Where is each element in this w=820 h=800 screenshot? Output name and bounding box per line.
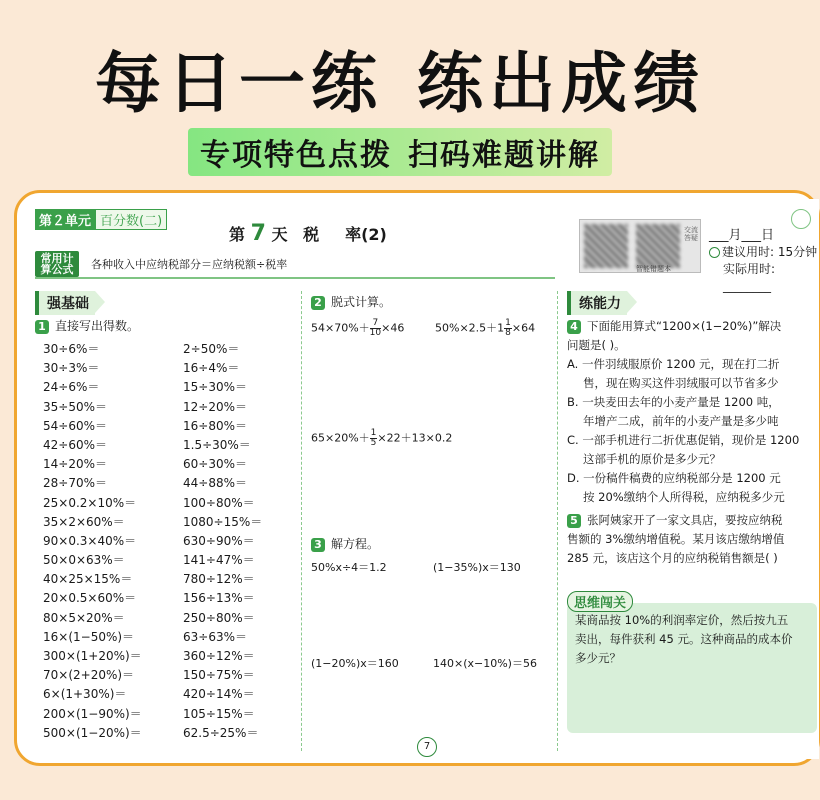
unit-topic: 百分数(二): [95, 209, 167, 230]
workbook-spread: [14, 190, 820, 766]
calc-item: 70×(2+20%)＝: [43, 668, 135, 683]
fraction: [504, 319, 512, 338]
q5-line: 285 元，该店这个月的应纳税销售额是( ): [567, 551, 778, 565]
q2-expr-2: [435, 319, 535, 338]
calc-item: 44÷88%＝: [183, 476, 247, 491]
q1-number: 1: [35, 320, 49, 334]
calc-item: 90×0.3×40%＝: [43, 533, 137, 548]
calc-item: 24÷6%＝: [43, 380, 100, 395]
calc-item: 630÷90%＝: [183, 533, 255, 548]
day-number: 7: [250, 221, 266, 246]
q2-heading: [311, 293, 391, 310]
q3-title: 解方程。: [331, 537, 380, 551]
section-think: 思维闯关: [567, 591, 633, 612]
calc-item: 15÷30%＝: [183, 380, 247, 395]
calc-item: 300×(1+20%)＝: [43, 649, 142, 663]
calc-item: 141÷47%＝: [183, 553, 255, 568]
qr-code-icon[interactable]: [636, 224, 680, 268]
q3-number: 3: [311, 538, 325, 552]
day-suffix: 天: [271, 225, 288, 244]
calc-item: 35×2×60%＝: [43, 514, 125, 529]
calc-item: 100÷80%＝: [183, 495, 255, 510]
subline-part1: 专项特色点拨: [200, 138, 392, 173]
calc-item: 50×0×63%＝: [43, 553, 125, 568]
q5-block: [567, 511, 784, 568]
calc-item: 105÷15%＝: [183, 706, 255, 721]
qr-code-panel[interactable]: [579, 219, 701, 273]
formula-text: 各种收入中应纳税部分＝应纳税额÷税率: [91, 258, 288, 271]
calc-item: 35÷50%＝: [43, 399, 107, 414]
calc-item: 40×25×15%＝: [43, 572, 133, 587]
topic-a: 税: [303, 225, 320, 244]
suggest-time: 建议用时: 15分钟: [722, 245, 818, 259]
calc-item: 6×(1+30%)＝: [43, 687, 127, 702]
section-practice: 练能力: [567, 291, 627, 315]
topic-b: 率(2): [345, 225, 387, 244]
calc-item: 16×(1−50%)＝: [43, 629, 135, 644]
column-divider: [557, 291, 558, 751]
fraction-numerator: 7: [370, 319, 381, 329]
q3-eq-1: 50%x÷4＝1.2: [311, 561, 387, 574]
headline-part2: 练出成绩: [417, 45, 705, 122]
workbook-page: [29, 199, 819, 759]
expr-text: 54×70%＋: [311, 321, 370, 335]
calc-item: 20×0.5×60%＝: [43, 591, 137, 606]
calc-item: 28÷70%＝: [43, 476, 107, 491]
qr-code-icon[interactable]: [584, 224, 628, 268]
expr-text: ×64: [511, 321, 536, 335]
q3-heading: [311, 535, 379, 552]
q3-eq-4: 140×(x−10%)＝56: [433, 657, 537, 670]
q2-number: 2: [311, 296, 325, 310]
column-divider: [301, 291, 302, 751]
calc-item: 420÷14%＝: [183, 687, 255, 702]
calc-item: 156÷13%＝: [183, 591, 255, 606]
q4-option-a: A. 一件羽绒服原价 1200 元，现在打二折: [567, 357, 780, 371]
calc-item: 16÷4%＝: [183, 361, 240, 376]
unit-label: 第２单元: [35, 209, 95, 230]
clock-icon: [709, 247, 720, 258]
q3-eq-2: (1−35%)x＝130: [433, 561, 521, 574]
q4-option-d: D. 一份稿件稿费的应纳税部分是 1200 元: [567, 471, 781, 485]
calc-item: 16÷80%＝: [183, 418, 247, 433]
calc-item: 1080÷15%＝: [183, 514, 263, 529]
day-title: [229, 221, 387, 246]
calc-item: 780÷12%＝: [183, 572, 255, 587]
qr-side-label: 交流答疑: [684, 226, 698, 242]
calc-item: 54÷60%＝: [43, 418, 107, 433]
q4-line: 售，现在购买这件羽绒服可以节省多少: [583, 376, 779, 390]
subline-part2: 扫码难题讲解: [408, 138, 600, 173]
fraction-numerator: 1: [505, 318, 511, 328]
calc-item: 1.5÷30%＝: [183, 437, 251, 452]
divider: [35, 277, 555, 279]
actual-time: 实际用时: ________: [723, 262, 776, 293]
expr-text: ×46: [381, 321, 405, 335]
leaf-deco-icon: [791, 209, 811, 229]
headline: [0, 30, 800, 125]
expr-text: ×22＋13×0.2: [377, 431, 453, 445]
qr-bottom-label: 智能错题本: [636, 265, 671, 273]
date-area: [709, 227, 819, 295]
unit-tag: [35, 209, 167, 230]
think-line: 某商品按 10%的利润率定价，然后按九五: [575, 613, 789, 627]
calc-item: 150÷75%＝: [183, 668, 255, 683]
q4-line: 下面能用算式“1200×(1−20%)”解决: [587, 319, 782, 333]
formula-row: [35, 251, 287, 277]
q4-option-c: C. 一部手机进行二折优惠促销，现价是 1200: [567, 433, 800, 447]
calc-item: 63÷63%＝: [183, 629, 247, 644]
calc-item: 30÷6%＝: [43, 342, 100, 356]
think-line: 多少元？: [575, 651, 621, 665]
q1-right-column: [183, 340, 262, 743]
page-number: 7: [417, 737, 437, 757]
calc-item: 80×5×20%＝: [43, 610, 125, 625]
formula-tag: 常用计算公式: [35, 251, 79, 277]
q2-expr-1: [311, 319, 404, 338]
fraction-denominator: 10: [369, 328, 382, 338]
calc-item: 12÷20%＝: [183, 399, 247, 414]
q4-line: 问题是( )。: [567, 338, 626, 352]
fraction-denominator: 5: [370, 438, 377, 448]
date-line: ___月___日: [709, 228, 775, 243]
q5-number: 5: [567, 514, 581, 528]
q1-heading: [35, 317, 139, 334]
q2-title: 脱式计算。: [331, 295, 392, 309]
day-prefix: 第: [229, 225, 246, 244]
q4-number: 4: [567, 320, 581, 334]
q2-expr-3: [311, 429, 452, 448]
think-line: 卖出，每件获利 45 元。这种商品的成本价: [575, 632, 793, 646]
think-question: [575, 611, 792, 668]
calc-item: 500×(1−20%)＝: [43, 725, 142, 740]
calc-item: 62.5÷25%＝: [183, 725, 259, 740]
q4-line: 这部手机的原价是多少元？: [583, 452, 721, 466]
q4-block: [567, 317, 799, 507]
calc-item: 2÷50%＝: [183, 342, 240, 356]
expr-text: 50%×2.5＋1: [435, 321, 505, 335]
fraction: [370, 319, 381, 338]
section-basic: 强基础: [35, 291, 95, 315]
fraction-numerator: 1: [370, 428, 377, 438]
calc-item: 25×0.2×10%＝: [43, 495, 137, 510]
q5-line: 售额的 3%缴纳增值税。某月该店缴纳增值: [567, 532, 785, 546]
q5-line: 张阿姨家开了一家文具店，要按应纳税: [587, 513, 783, 527]
q3-eq-3: (1−20%)x＝160: [311, 657, 399, 670]
q1-title: 直接写出得数。: [55, 319, 140, 333]
calc-item: 60÷30%＝: [183, 457, 247, 472]
q4-line: 按 20%缴纳个人所得税，应纳税多少元: [583, 490, 785, 504]
calc-item: 200×(1−90%)＝: [43, 706, 142, 721]
q4-line: 年增产二成，前年的小麦产量是多少吨: [583, 414, 779, 428]
expr-text: 65×20%＋: [311, 431, 370, 445]
calc-item: 14÷20%＝: [43, 457, 107, 472]
headline-part1: 每日一练: [95, 45, 383, 122]
subline: [188, 128, 612, 176]
fraction-denominator: 8: [505, 328, 511, 338]
q1-left-column: [43, 340, 142, 743]
calc-item: 250÷80%＝: [183, 610, 255, 625]
calc-item: 30÷3%＝: [43, 361, 100, 376]
calc-item: 42÷60%＝: [43, 437, 107, 452]
calc-item: 360÷12%＝: [183, 649, 255, 663]
q4-option-b: B. 一块麦田去年的小麦产量是 1200 吨，: [567, 395, 780, 409]
